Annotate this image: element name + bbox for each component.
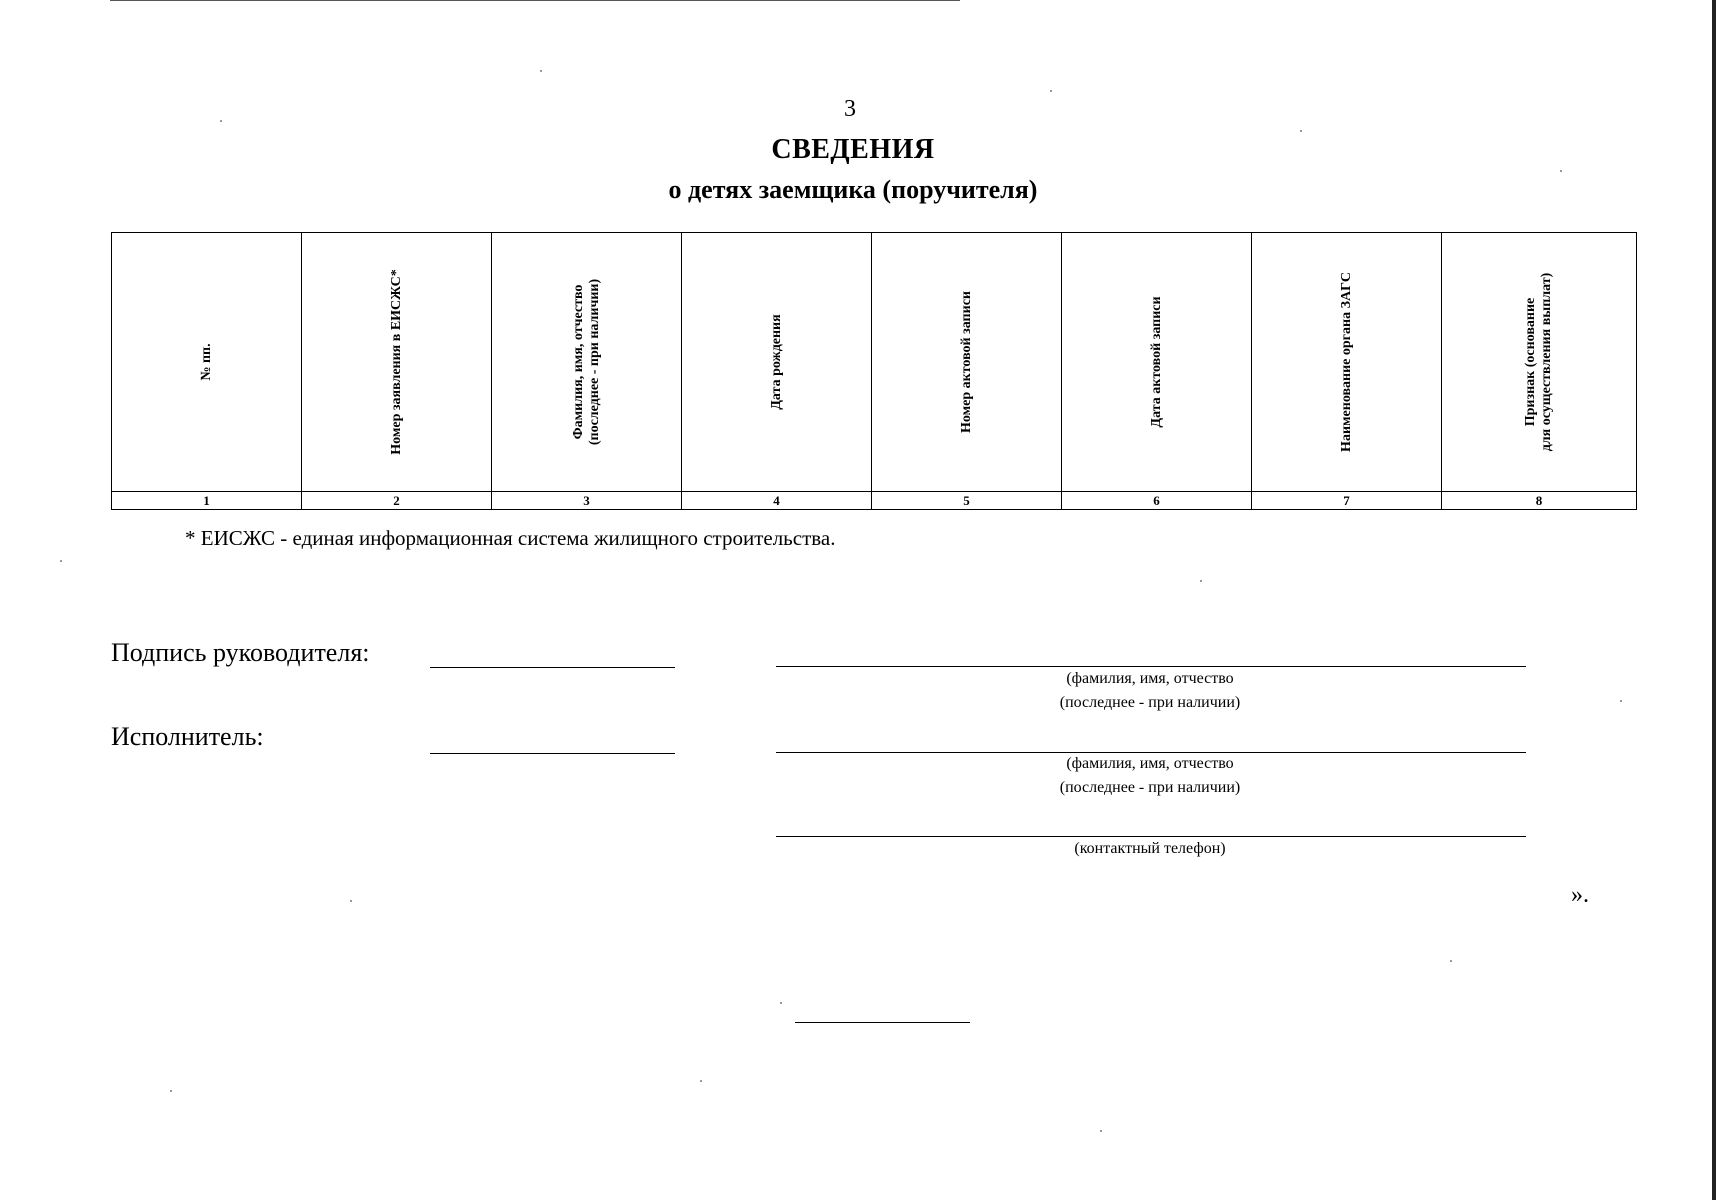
column-number-cell: 7 [1252, 492, 1442, 510]
column-header-label [571, 279, 603, 445]
scan-speck [1300, 130, 1302, 132]
column-number-cell: 2 [302, 492, 492, 510]
footnote: * ЕИСЖС - единая информационная система жилищного строительства. [185, 526, 836, 550]
scan-speck [1050, 90, 1052, 92]
column-header-label: Дата актовой записи [1148, 296, 1164, 428]
column-header-payment-basis [1442, 233, 1637, 492]
column-header-label: Номер заявления в ЕИСЖС* [388, 269, 404, 455]
executor-label: Исполнитель: [111, 722, 264, 751]
scan-speck [220, 120, 222, 122]
column-header-registry-office [1252, 233, 1442, 492]
document-title: СВЕДЕНИЯ [771, 134, 935, 165]
scan-speck [1620, 700, 1622, 702]
scan-speck [780, 1002, 782, 1004]
table-header-row [112, 233, 1637, 492]
scan-speck [60, 560, 62, 562]
scan-speck [1100, 1130, 1102, 1132]
head-name-caption-line1: (фамилия, имя, отчество [1066, 670, 1234, 687]
executor-name-caption-line2: (последнее - при наличии) [1059, 779, 1241, 796]
column-header-birth-date [682, 233, 872, 492]
top-rule [110, 0, 960, 1]
scan-speck [1450, 960, 1452, 962]
column-number-cell: 4 [682, 492, 872, 510]
table-number-row [112, 492, 1637, 510]
column-header-number [112, 233, 302, 492]
page-number: 3 [844, 96, 856, 122]
document-subtitle: о детях заемщика (поручителя) [668, 175, 1038, 204]
column-header-label: Номер актовой записи [958, 291, 974, 433]
column-number-cell: 1 [112, 492, 302, 510]
head-signature-label: Подпись руководителя: [111, 638, 370, 667]
column-header-label: Наименование органа ЗАГС [1338, 272, 1354, 452]
executor-signature-line [430, 753, 675, 754]
executor-name-line [776, 752, 1526, 753]
column-number-cell: 6 [1062, 492, 1252, 510]
scan-speck [540, 70, 542, 72]
scan-edge [1712, 0, 1716, 1200]
column-header-record-number [872, 233, 1062, 492]
column-number-cell: 3 [492, 492, 682, 510]
column-header-full-name [492, 233, 682, 492]
column-header-line: для осуществления выплат) [1539, 272, 1554, 452]
executor-name-caption-line1: (фамилия, имя, отчество [1066, 755, 1234, 772]
executor-phone-caption: (контактный телефон) [1074, 840, 1226, 857]
column-header-label: № пп. [198, 343, 214, 381]
column-header-line: (последнее - при наличии) [586, 278, 602, 446]
column-header-record-date [1062, 233, 1252, 492]
column-number-cell: 8 [1442, 492, 1637, 510]
scan-speck [170, 1090, 172, 1092]
executor-phone-line [776, 836, 1526, 837]
scan-speck [700, 1080, 702, 1082]
children-info-table [111, 232, 1637, 510]
bottom-rule [795, 1022, 970, 1023]
head-name-line [776, 666, 1526, 667]
head-signature-line [430, 667, 675, 668]
column-header-line: Признак (основание [1523, 297, 1538, 427]
column-header-line: Фамилия, имя, отчество [570, 284, 586, 440]
scan-speck [1200, 580, 1202, 582]
column-number-cell: 5 [872, 492, 1062, 510]
scan-speck [350, 900, 352, 902]
head-name-caption-line2: (последнее - при наличии) [1059, 694, 1241, 711]
column-header-label [1523, 273, 1555, 452]
column-header-application-number [302, 233, 492, 492]
column-header-label: Дата рождения [768, 314, 784, 410]
scan-speck [1560, 170, 1562, 172]
closing-quote-mark: ». [1571, 882, 1589, 908]
